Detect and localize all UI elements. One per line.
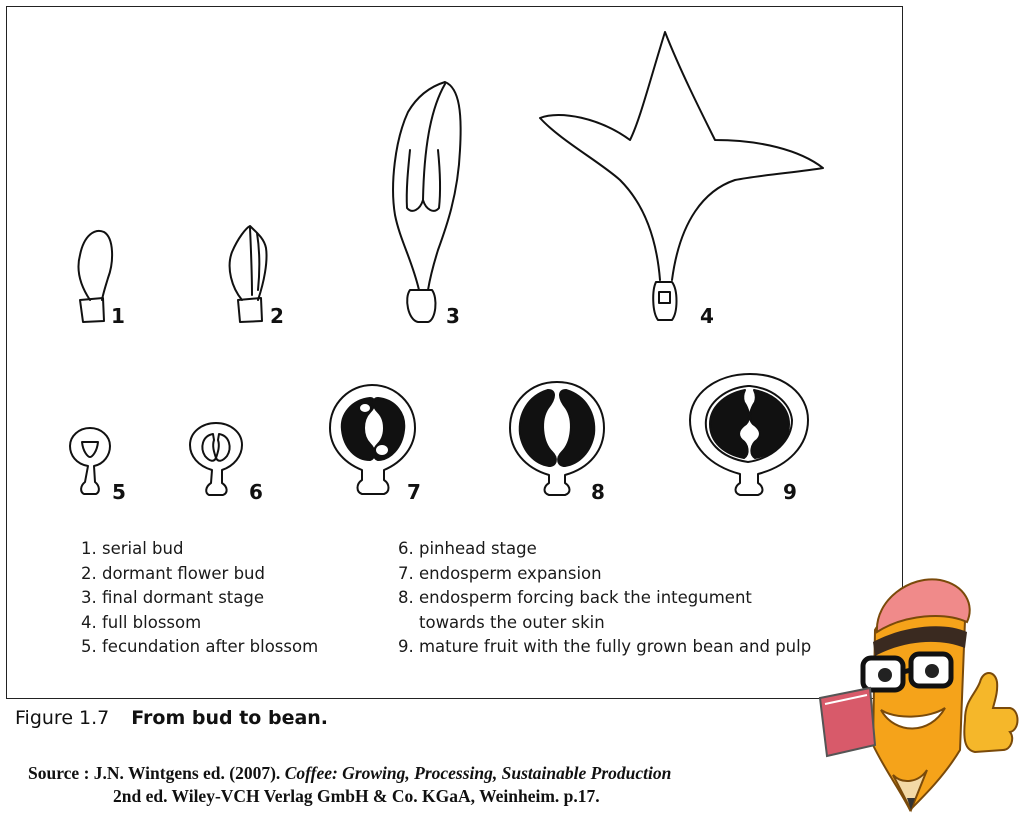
stage-number-8: 8 xyxy=(591,480,605,504)
source-citation xyxy=(28,762,888,808)
legend-item: 5. fecundation after blossom xyxy=(81,637,319,656)
legend-item: 2. dormant flower bud xyxy=(81,563,265,583)
stage-number-5: 5 xyxy=(112,480,126,504)
stage-2-dormant-bud-drawing xyxy=(230,226,267,322)
stage-number-4: 4 xyxy=(700,304,714,328)
stage-4-full-blossom-drawing xyxy=(540,32,823,320)
figure-title: From bud to bean. xyxy=(131,707,329,729)
figure-caption xyxy=(15,707,328,729)
stage-number-1: 1 xyxy=(111,304,125,328)
stage-8-endosperm-forcing-drawing xyxy=(510,382,604,495)
source-prefix: Source : J.N. Wintgens ed. (2007). xyxy=(28,763,285,783)
legend-item: 6. pinhead stage xyxy=(398,539,537,558)
stage-3-final-dormant-drawing xyxy=(393,82,461,322)
stage-6-pinhead-drawing xyxy=(190,423,242,495)
legend-item: 4. full blossom xyxy=(81,612,202,632)
legend-item: 3. final dormant stage xyxy=(81,588,264,607)
figure-number: Figure 1.7 xyxy=(15,707,110,729)
legend-right-column xyxy=(398,537,811,660)
stage-number-9: 9 xyxy=(783,480,797,504)
stage-9-mature-fruit-drawing xyxy=(690,374,808,495)
legend-item-continuation: towards the outer skin xyxy=(419,612,605,632)
stage-number-2: 2 xyxy=(270,304,284,328)
stage-number-7: 7 xyxy=(407,480,421,504)
source-line-2: 2nd ed. Wiley-VCH Verlag GmbH & Co. KGaA, Weinheim. p.17. xyxy=(113,786,600,806)
legend-left-column xyxy=(81,537,318,660)
stage-1-serial-bud-drawing xyxy=(78,231,112,322)
stage-7-endosperm-expansion-drawing xyxy=(330,385,415,494)
pencil-mascot-thumbs-up-icon xyxy=(815,570,1020,817)
source-book-title: Coffee: Growing, Processing, Sustainable Production xyxy=(284,763,672,783)
legend-item: 8. endosperm forcing back the integument xyxy=(398,588,752,607)
stage-number-6: 6 xyxy=(249,480,263,504)
legend-item: 1. serial bud xyxy=(81,539,184,558)
legend-item: 9. mature fruit with the fully grown bean and pulp xyxy=(398,637,812,656)
stage-number-3: 3 xyxy=(446,304,460,328)
legend-item: 7. endosperm expansion xyxy=(398,563,602,583)
stage-5-fecundation-drawing xyxy=(70,428,110,494)
